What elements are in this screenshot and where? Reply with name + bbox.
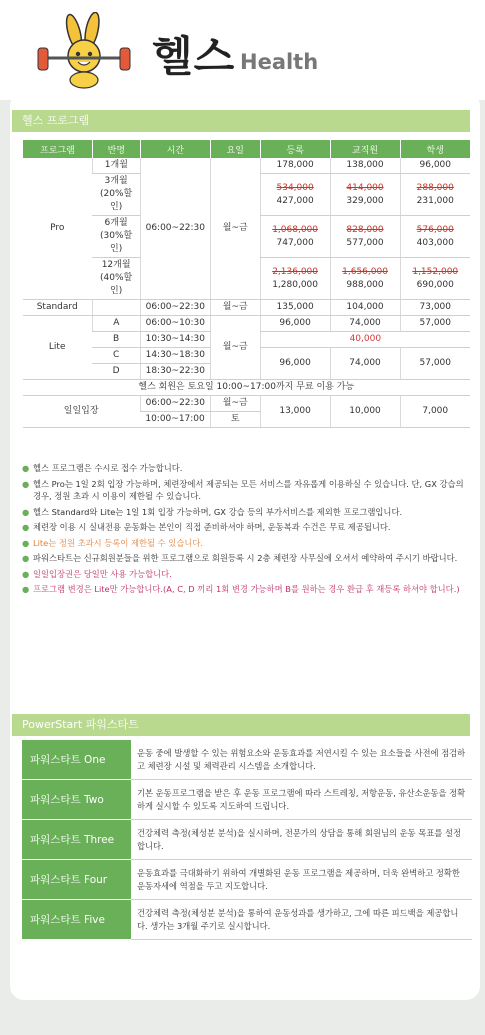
page-subtitle: Health xyxy=(240,50,319,74)
class-time: 10:30~14:30 xyxy=(140,332,210,348)
table-row xyxy=(22,780,472,820)
table-row xyxy=(22,820,472,860)
price-general: 178,000 xyxy=(260,158,330,174)
class-label: D xyxy=(92,364,140,380)
page-title: 헬스 xyxy=(152,32,236,81)
note-item: ● 프로그램 변경은 Lite만 가능합니다.(A, C, D 끼리 1회 변경 가능하며 B를 원하는 경우 환급 후 재등록 하셔야 합니다.) xyxy=(22,584,460,594)
col-header-program: 프로그램 xyxy=(23,140,93,158)
price-student: 57,000 xyxy=(400,348,470,380)
price-student: 288,000 231,000 xyxy=(400,174,470,216)
price-staff: 74,000 xyxy=(330,316,400,332)
price-staff: 104,000 xyxy=(330,300,400,316)
table-row xyxy=(23,158,471,174)
table-row xyxy=(22,860,472,900)
program-time: 06:00~22:30 xyxy=(140,300,210,316)
price-student: 7,000 xyxy=(400,396,470,428)
price-staff: 10,000 xyxy=(330,396,400,428)
program-name: 일일입장 xyxy=(23,396,141,428)
rabbit-mascot-icon xyxy=(34,12,134,90)
powerstart-label: 파워스타트 Three xyxy=(22,820,131,860)
notes-list xyxy=(22,462,472,599)
period-label: 6개월 (30%할인) xyxy=(92,216,140,258)
note-item: ● 헬스 Standard와 Lite는 1일 1회 입장 가능하며, GX 강습 등의 부가서비스를 제외한 프로그램입니다. xyxy=(22,506,403,517)
powerstart-desc: 건강체력 측정(체성분 분석)을 통하여 운동성과를 생가하고, 그에 따른 피드백을 제공합니다. 생가는 3개월 주기로 실시합니다. xyxy=(131,900,472,940)
table-row xyxy=(22,900,472,940)
col-header-class: 반명 xyxy=(92,140,140,158)
price-staff: 138,000 xyxy=(330,158,400,174)
powerstart-label: 파워스타트 One xyxy=(22,740,131,780)
program-days: 월~금 xyxy=(210,158,260,300)
table-row xyxy=(23,396,471,412)
price-general: 135,000 xyxy=(260,300,330,316)
col-header-general: 등록 xyxy=(260,140,330,158)
price-student: 57,000 xyxy=(400,316,470,332)
price-student: 1,152,000 690,000 xyxy=(400,258,470,300)
price-general: 534,000 427,000 xyxy=(260,174,330,216)
col-header-time: 시간 xyxy=(140,140,210,158)
note-item: ● 체련장 이용 시 실내전용 운동화는 본인이 직접 준비하셔야 하며, 운동복과 수건은 무료 제공됩니다. xyxy=(22,522,391,532)
price-general: 1,068,000 747,000 xyxy=(260,216,330,258)
powerstart-label: 파워스타트 Five xyxy=(22,900,131,940)
powerstart-label: 파워스타트 Two xyxy=(22,780,131,820)
price-general: 2,136,000 1,280,000 xyxy=(260,258,330,300)
table-row xyxy=(23,300,471,316)
program-name: Standard xyxy=(23,300,93,316)
powerstart-table xyxy=(22,740,472,940)
bullet-icon: ● xyxy=(22,568,30,579)
bullet-icon: ● xyxy=(22,522,30,532)
col-header-days: 요일 xyxy=(210,140,260,158)
program-time: 10:00~17:00 xyxy=(140,412,210,428)
class-time: 14:30~18:30 xyxy=(140,348,210,364)
program-days: 월~금 xyxy=(210,396,260,412)
period-label: 12개월 (40%할인) xyxy=(92,258,140,300)
class-b-price: 40,000 xyxy=(260,332,470,348)
price-general: 96,000 xyxy=(260,316,330,332)
powerstart-desc: 운동 중에 발생할 수 있는 위험요소와 운동효과를 저연시킬 수 있는 요소들을 사전에 점검하고 체련장 시설 및 체력관리 시스템을 소개합니다. xyxy=(131,740,472,780)
price-general: 96,000 xyxy=(260,348,330,380)
powerstart-label: 파워스타트 Four xyxy=(22,860,131,900)
price-staff: 828,000 577,000 xyxy=(330,216,400,258)
class-label: C xyxy=(92,348,140,364)
page-header xyxy=(0,0,485,100)
powerstart-desc: 건강체력 측정(체성분 분석)을 실시하며, 전문가의 상담을 통해 회원님의 운동 목표를 설정합니다. xyxy=(131,820,472,860)
class-time: 18:30~22:30 xyxy=(140,364,210,380)
powerstart-section-header: PowerStart 파워스타트 xyxy=(12,714,470,736)
class-time: 06:00~10:30 xyxy=(140,316,210,332)
program-days: 월~금 xyxy=(210,316,260,380)
note-item: ● 파워스타트는 신규회원분들을 위한 프로그램으로 회원등록 시 2층 체련장 사무실에 오셔서 예약하여 주시기 바랍니다. xyxy=(22,553,458,563)
table-row xyxy=(22,740,472,780)
note-item: ● 헬스 프로그램은 수시로 접수 가능합니다. xyxy=(22,463,183,473)
period-label: 1개월 xyxy=(92,158,140,174)
program-name: Pro xyxy=(23,158,93,300)
bullet-icon: ● xyxy=(22,463,30,473)
bullet-icon: ● xyxy=(22,553,30,563)
bullet-icon: ● xyxy=(22,478,30,489)
program-days: 월~금 xyxy=(210,300,260,316)
program-time: 06:00~22:30 xyxy=(140,158,210,300)
saturday-note: 헬스 회원은 토요일 10:00~17:00까지 무료 이용 가능 xyxy=(23,380,471,396)
price-student: 96,000 xyxy=(400,158,470,174)
table-row xyxy=(23,316,471,332)
price-student: 73,000 xyxy=(400,300,470,316)
class-label: A xyxy=(92,316,140,332)
program-price-table xyxy=(22,140,470,428)
note-item: ● 헬스 Pro는 1일 2회 입장 가능하며, 체련장에서 제공되는 모든 서비스를 자유롭게 이용하실 수 있습니다. 단, GX 강습의 경우, 정원 초과 시 이용이 제한될 수 있습니다. xyxy=(22,478,464,501)
price-staff: 1,656,000 988,000 xyxy=(330,258,400,300)
bullet-icon: ● xyxy=(22,506,30,517)
period-label: 3개월 (20%할인) xyxy=(92,174,140,216)
price-staff: 414,000 329,000 xyxy=(330,174,400,216)
powerstart-desc: 기본 운동프로그램을 받은 후 운동 프로그램에 따라 스트레칭, 저항운동, 유산소운동을 정확하게 실시할 수 있도록 지도하여 드립니다. xyxy=(131,780,472,820)
note-item: ● Lite는 정원 초과시 등록이 제한될 수 있습니다. xyxy=(22,537,203,548)
price-student: 576,000 403,000 xyxy=(400,216,470,258)
col-header-staff: 교직원 xyxy=(330,140,400,158)
price-staff: 74,000 xyxy=(330,348,400,380)
program-time: 06:00~22:30 xyxy=(140,396,210,412)
bullet-icon: ● xyxy=(22,537,30,548)
bullet-icon: ● xyxy=(22,584,30,594)
program-name: Lite xyxy=(23,316,93,380)
table-row xyxy=(23,380,471,396)
program-days: 토 xyxy=(210,412,260,428)
note-item: ● 일일입장권은 당일만 사용 가능합니다. xyxy=(22,568,172,579)
price-general: 13,000 xyxy=(260,396,330,428)
program-section-header: 헬스 프로그램 xyxy=(12,110,470,132)
col-header-student: 학생 xyxy=(400,140,470,158)
class-label: B xyxy=(92,332,140,348)
powerstart-desc: 운동효과를 극대화하기 위하여 개별화된 운동 프로그램을 제공하며, 더욱 완벽하고 정확한 운동자세에 역점을 두고 지도합니다. xyxy=(131,860,472,900)
